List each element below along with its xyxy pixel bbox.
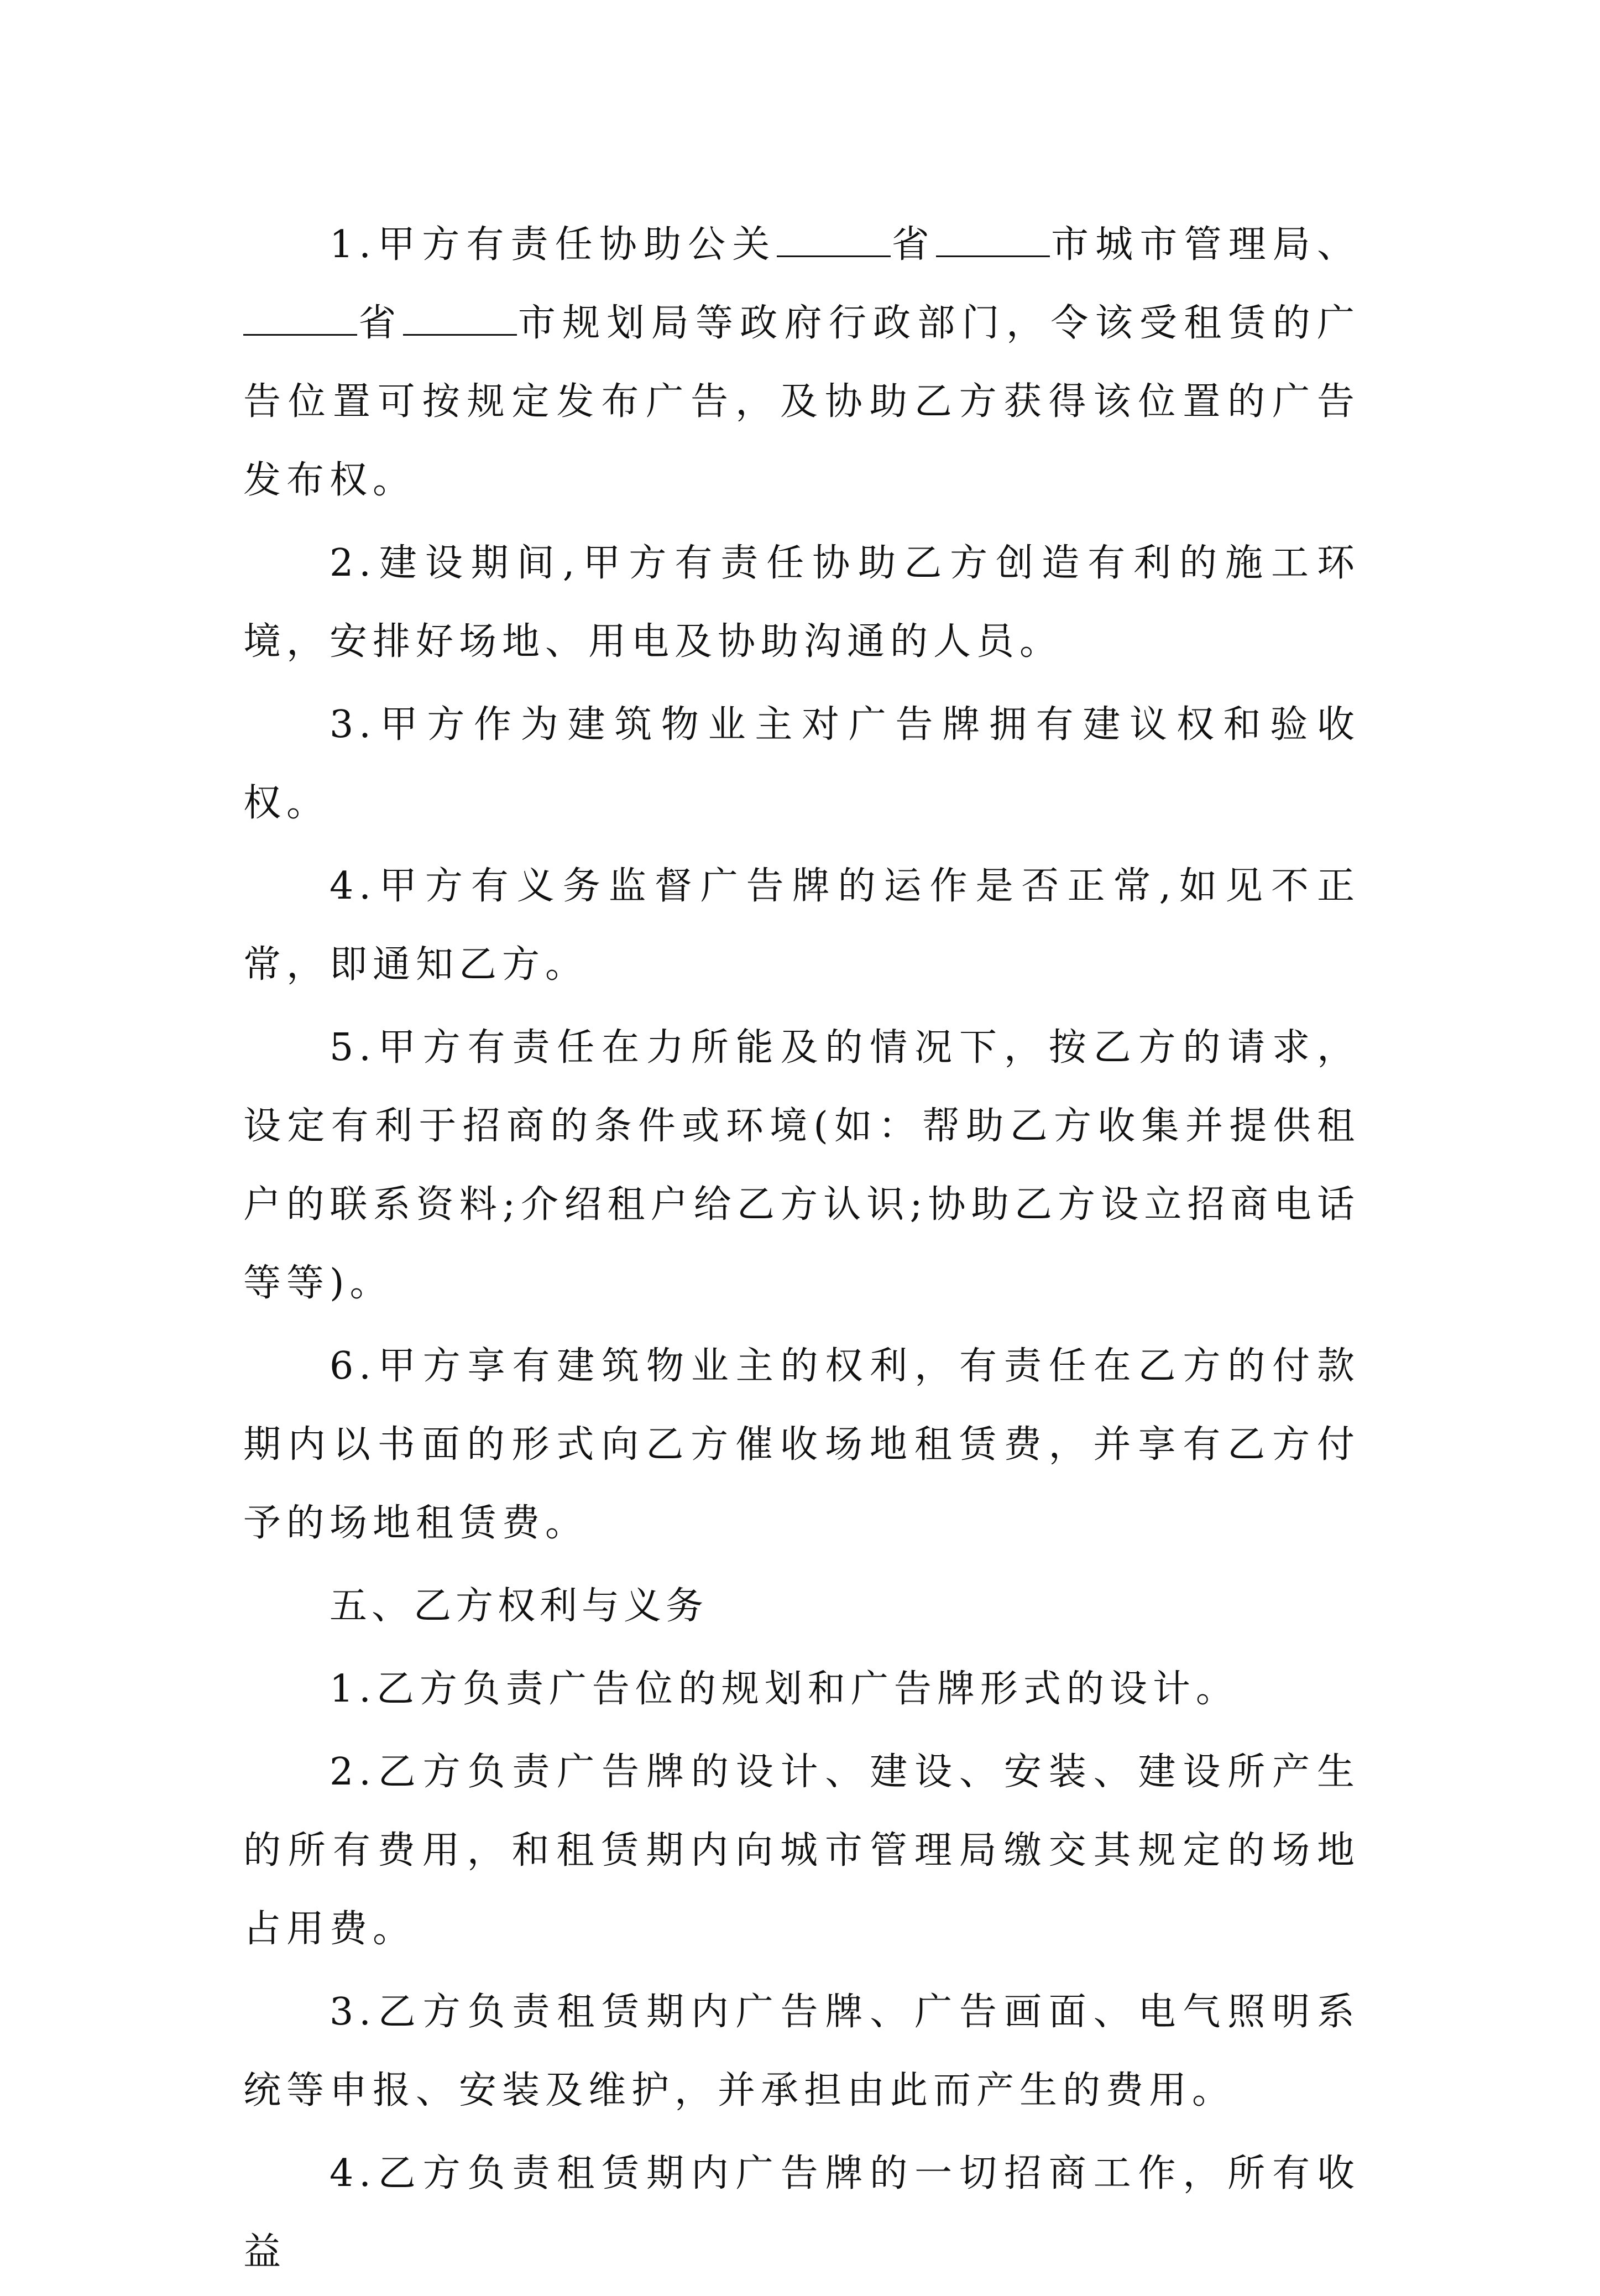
clause-party-b-1: 1.乙方负责广告位的规划和广告牌形式的设计。 (330, 1667, 1239, 1711)
clause-party-b-4: 4.乙方负责租赁期内广告牌的一切招商工作，所有收益 (243, 2152, 1360, 2274)
blank-city-field-1 (936, 225, 1050, 257)
clause-party-a-6: 6.甲方享有建筑物业主的权利，有责任在乙方的付款期内以书面的形式向乙方催收场地租赁费，并享有乙方付予的场地租赁费。 (243, 1344, 1360, 1545)
clause-party-a-3: 3.甲方作为建筑物业主对广告牌拥有建议权和验收权。 (243, 703, 1360, 825)
section-heading-party-b: 五、乙方权利与义务 (330, 1584, 708, 1628)
clause-party-a-4: 4.甲方有义务监督广告牌的运作是否正常,如见不正常，即通知乙方。 (243, 864, 1360, 987)
clause-text: 市规划局等政府行政部门，令该受租赁的广告位置可按规定发布广告，及协助乙方获得该位置的广告发布权。 (243, 301, 1360, 502)
document-body (243, 206, 1360, 2296)
clause-text: 1.甲方有责任协助公关 (330, 223, 777, 267)
clause-party-b-3: 3.乙方负责租赁期内广告牌、广告画面、电气照明系统等申报、安装及维护，并承担由此而产生的费用。 (243, 1990, 1360, 2112)
clause-party-a-1 (243, 206, 1360, 520)
blank-city-field-2 (403, 303, 517, 336)
clause-party-a-2: 2.建设期间,甲方有责任协助乙方创造有利的施工环境，安排好场地、用电及协助沟通的人员。 (243, 541, 1360, 664)
clause-party-b-2: 2.乙方负责广告牌的设计、建设、安装、建设所产生的所有费用，和租赁期内向城市管理局缴交其规定的场地占用费。 (243, 1750, 1360, 1951)
clause-text: 市城市管理局、 (1049, 223, 1360, 267)
blank-province-field-1 (777, 225, 891, 257)
clause-text: 省 (357, 301, 403, 345)
blank-province-field-2 (243, 303, 357, 336)
clause-text: 省 (890, 223, 936, 267)
clause-party-a-5: 5.甲方有责任在力所能及的情况下，按乙方的请求，设定有利于招商的条件或环境(如：帮助乙方收集并提供租户的联系资料;介绍租户给乙方认识;协助乙方设立招商电话等等)。 (243, 1026, 1360, 1305)
